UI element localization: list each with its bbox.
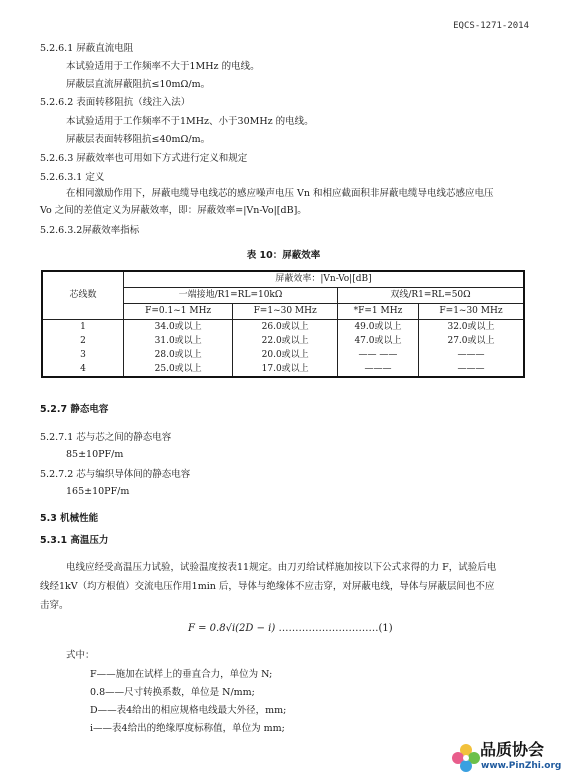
paragraph: 本试验适用于工作频率不大于1MHz 的电线。 xyxy=(66,61,260,72)
header-freq: *F=1 MHz xyxy=(337,304,418,320)
cell: 31.0或以上 xyxy=(124,334,233,348)
section-5-2-6-3-heading: 5.2.6.3 屏蔽效率也可用如下方式进行定义和规定 xyxy=(40,153,248,164)
logo-title: 品质协会 xyxy=(480,740,545,759)
cell: 17.0或以上 xyxy=(233,362,338,377)
cell: —— —— xyxy=(337,348,418,362)
cell: ——— xyxy=(419,348,525,362)
table-row xyxy=(42,334,524,348)
header-group-single-end: 一端接地/R1=RL=10kΩ xyxy=(124,288,338,304)
paragraph: Vo 之间的差值定义为屏蔽效率，即：屏蔽效率=|Vn-Vo|[dB]。 xyxy=(40,205,307,216)
capacitance-value: 85±10PF/m xyxy=(66,449,124,460)
definition: D——表4给出的相应规格电线最大外径，mm; xyxy=(90,705,287,716)
document-code: EQCS-1271-2014 xyxy=(453,21,529,31)
table-row xyxy=(42,348,524,362)
cell: 34.0或以上 xyxy=(124,320,233,335)
paragraph: 在相同激励作用下，屏蔽电缆导电线芯的感应噪声电压 Vn 和相应截面积非屏蔽电缆导电线芯感应电压 xyxy=(66,188,494,199)
section-5-2-6-3-1-heading: 5.2.6.3.1 定义 xyxy=(40,172,105,183)
paragraph: 本试验适用于工作频率不于1MHz、小于30MHz 的电线。 xyxy=(66,116,314,127)
shielding-efficiency-table xyxy=(41,270,525,378)
cell: 20.0或以上 xyxy=(233,348,338,362)
cell: 26.0或以上 xyxy=(233,320,338,335)
paragraph: 击穿。 xyxy=(40,600,69,611)
where-label: 式中： xyxy=(66,650,95,661)
cell: 27.0或以上 xyxy=(419,334,525,348)
header-freq: F=1~30 MHz xyxy=(233,304,338,320)
paragraph: 电线应经受高温压力试验，试验温度按表11规定。由刀刃给试样施加按以下公式求得的力 F，试验后电 xyxy=(66,562,497,573)
definition: 0.8——尺寸转换系数，单位是 N/mm; xyxy=(90,687,255,698)
section-5-3-heading: 5.3 机械性能 xyxy=(40,513,99,524)
section-5-2-6-3-2-heading: 5.2.6.3.2屏蔽效率指标 xyxy=(40,225,140,236)
capacitance-value: 165±10PF/m xyxy=(66,486,130,497)
cell: 25.0或以上 xyxy=(124,362,233,377)
section-5-2-7-2-heading: 5.2.7.2 芯与编织导体间的静态电容 xyxy=(40,469,191,480)
section-5-2-6-2-heading: 5.2.6.2 表面转移阻抗（线注入法） xyxy=(40,97,191,108)
paragraph: 屏蔽层表面转移阻抗≤40mΩ/m。 xyxy=(66,134,211,145)
cell: 2 xyxy=(42,334,124,348)
cell: 4 xyxy=(42,362,124,377)
cell: 3 xyxy=(42,348,124,362)
definition: F——施加在试样上的垂直合力，单位为 N; xyxy=(90,669,273,680)
header-group-twin-wire: 双线/R1=RL=50Ω xyxy=(337,288,524,304)
definition: i——表4给出的绝缘厚度标称值，单位为 mm; xyxy=(90,723,285,734)
table-caption: 表 10：屏蔽效率 xyxy=(246,250,321,261)
logo-url: www.PinZhi.org xyxy=(481,761,562,771)
cell: 22.0或以上 xyxy=(233,334,338,348)
section-5-3-1-heading: 5.3.1 高温压力 xyxy=(40,535,109,546)
header-freq: F=0.1~1 MHz xyxy=(124,304,233,320)
cell: 47.0或以上 xyxy=(337,334,418,348)
cell: 32.0或以上 xyxy=(419,320,525,335)
formula-number: …………………………(1) xyxy=(278,623,393,634)
section-5-2-7-1-heading: 5.2.7.1 芯与芯之间的静态电容 xyxy=(40,432,172,443)
table-row xyxy=(42,320,524,335)
paragraph: 线经1kV（均方根值）交流电压作用1min 后，导体与绝缘体不应击穿，对屏蔽电线，导体与屏蔽层间也不应 xyxy=(40,581,495,592)
header-efficiency: 屏蔽效率：|Vn-Vo|[dB] xyxy=(124,271,525,288)
table-row xyxy=(42,362,524,377)
formula-expression: F = 0.8√i(2D − i) xyxy=(188,623,276,634)
header-core-count: 芯线数 xyxy=(42,271,124,320)
cell: 49.0或以上 xyxy=(337,320,418,335)
paragraph: 屏蔽层直流屏蔽阻抗≤10mΩ/m。 xyxy=(66,79,211,90)
cell: 28.0或以上 xyxy=(124,348,233,362)
section-5-2-7-heading: 5.2.7 静态电容 xyxy=(40,404,109,415)
section-5-2-6-1-heading: 5.2.6.1 屏蔽直流电阻 xyxy=(40,43,134,54)
cell: 1 xyxy=(42,320,124,335)
formula xyxy=(188,623,393,635)
header-freq: F=1~30 MHz xyxy=(419,304,525,320)
cell: ——— xyxy=(337,362,418,377)
cell: ——— xyxy=(419,362,525,377)
